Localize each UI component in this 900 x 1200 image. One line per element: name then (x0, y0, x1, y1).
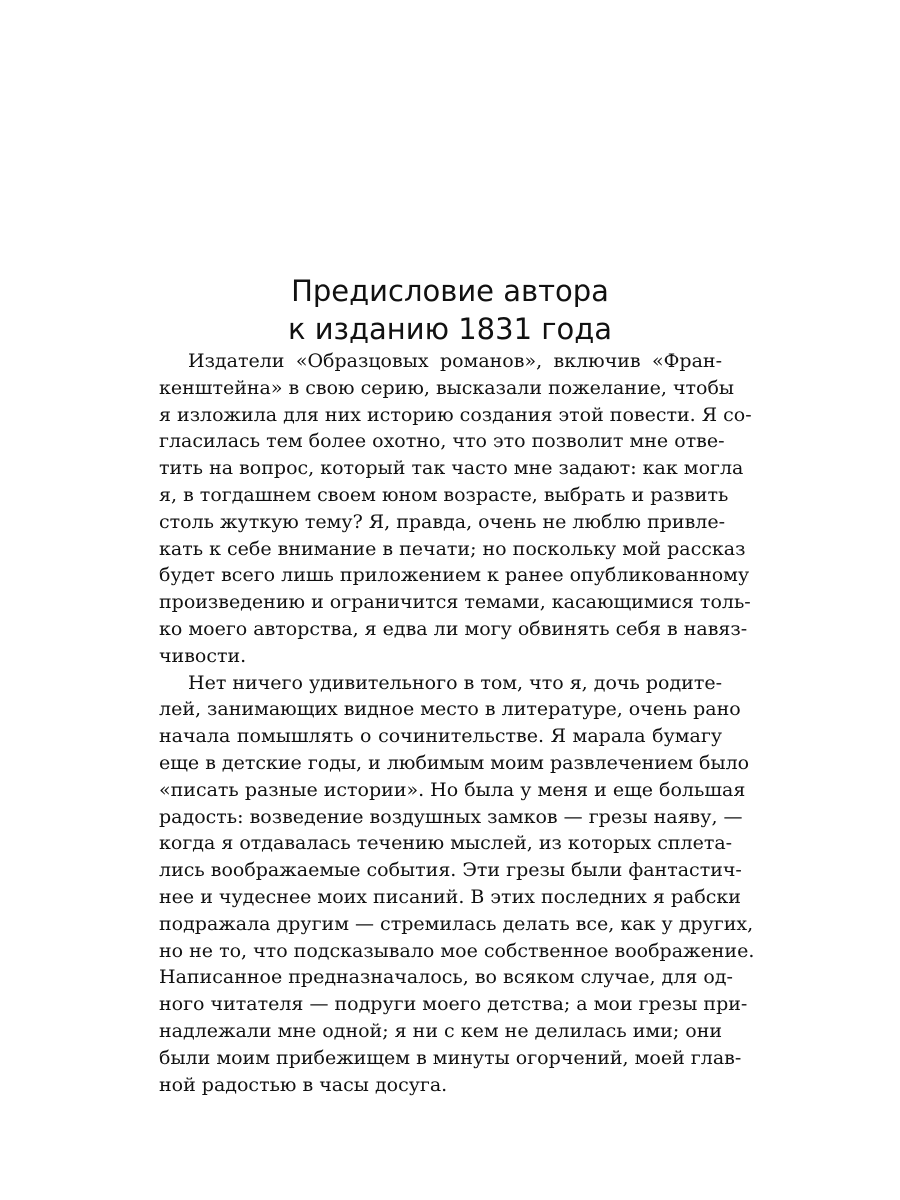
text-line: ного читателя — подруги моего детства; а мои грезы при- (159, 993, 748, 1016)
text-line: я изложила для них историю создания этой повести. Я со- (159, 403, 752, 426)
text-line: ной радостью в часы досуга. (159, 1073, 448, 1096)
body-text (159, 348, 755, 1098)
text-line: еще в детские годы, и любимым моим развлечением было (159, 751, 750, 774)
text-line: будет всего лишь приложением к ранее опубликованному (159, 564, 750, 587)
paragraph-1 (159, 348, 752, 670)
text-line: начала помышлять о сочинительстве. Я марала бумагу (159, 725, 722, 748)
text-line: гласилась тем более охотно, что это позволит мне отве- (159, 430, 725, 453)
text-line: надлежали мне одной; я ни с кем не делилась ими; они (159, 1019, 723, 1042)
text-line: нее и чудеснее моих писаний. В этих последних я рабски (159, 885, 741, 908)
chapter-title-line-1: Предисловие автора (291, 274, 609, 308)
text-line: Написанное предназначалось, во всяком случае, для од- (159, 966, 733, 989)
text-line: Нет ничего удивительного в том, что я, дочь родите- (188, 671, 722, 694)
text-line: «писать разные истории». Но была у меня и еще большая (159, 778, 746, 801)
text-line: произведению и ограничится темами, касающимися толь- (159, 591, 751, 614)
text-line: я, в тогдашнем своем юном возрасте, выбрать и развить (159, 483, 729, 506)
text-line: Издатели «Образцовых романов», включив «Фран- (188, 350, 722, 372)
paragraph-2 (159, 670, 755, 1099)
text-line: лей, занимающих видное место в литературе, очень рано (159, 698, 741, 721)
text-line: когда я отдавалась течению мыслей, из которых сплета- (159, 832, 733, 855)
text-line: лись воображаемые события. Эти грезы были фантастич- (159, 859, 742, 882)
text-line: радость: возведение воздушных замков — грезы наяву, — (159, 805, 743, 828)
text-line: подражала другим — стремилась делать все, как у других, (159, 912, 754, 935)
text-line: были моим прибежищем в минуты огорчений, моей глав- (159, 1046, 742, 1069)
chapter-title-line-2: к изданию 1831 года (287, 312, 613, 346)
text-line: тить на вопрос, который так часто мне задают: как могла (159, 457, 744, 480)
text-line: ко моего авторства, я едва ли могу обвинять себя в навяз- (159, 617, 748, 640)
text-line: кать к себе внимание в печати; но поскольку мой рассказ (159, 537, 746, 560)
text-line: кенштейна» в свою серию, высказали пожелание, чтобы (159, 376, 735, 399)
text-line: столь жуткую тему? Я, правда, очень не люблю привле- (159, 510, 726, 533)
text-line: чивости. (159, 644, 247, 667)
chapter-title (0, 272, 900, 348)
text-line: но не то, что подсказывало мое собственное воображение. (159, 939, 755, 962)
